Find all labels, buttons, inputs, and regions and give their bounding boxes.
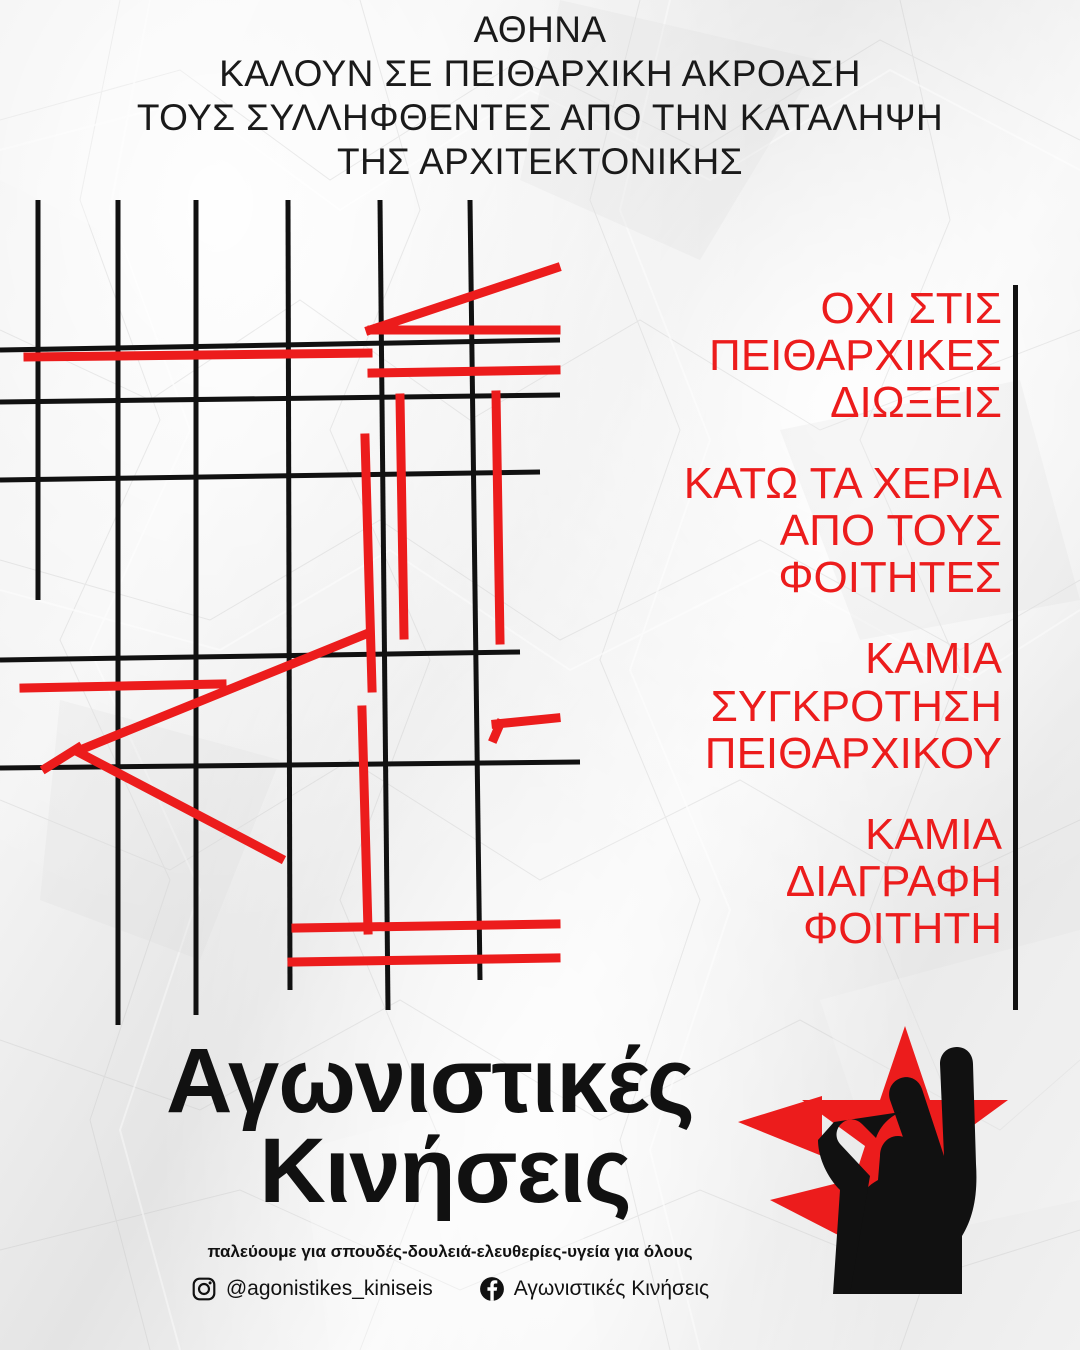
instagram-icon bbox=[191, 1276, 217, 1302]
slogan-4-line-2: ΔΙΑΓΡΑΦΗ bbox=[785, 856, 1002, 906]
social-facebook[interactable] bbox=[479, 1276, 709, 1302]
slogan-4-line-1: ΚΑΜΙΑ bbox=[865, 809, 1002, 859]
social-instagram[interactable] bbox=[191, 1276, 433, 1302]
facebook-handle: Αγωνιστικές Κινήσεις bbox=[513, 1277, 710, 1300]
headline-line-1: ΑΘΗΝΑ bbox=[473, 9, 607, 50]
social-links bbox=[150, 1276, 750, 1302]
instagram-handle: @agonistikes_kiniseis bbox=[225, 1277, 433, 1300]
abstract-grid-artwork bbox=[0, 190, 640, 1050]
slogan-1-line-1: ΟΧΙ ΣΤΙΣ bbox=[820, 284, 1002, 333]
raised-fist-star-logo bbox=[730, 1004, 1020, 1294]
brand-name bbox=[150, 1030, 740, 1223]
slogan-1-line-2: ΠΕΙΘΑΡΧΙΚΕΣ bbox=[709, 331, 1002, 381]
slogan-list bbox=[602, 285, 1002, 952]
brand-name-line-1: Αγωνιστικές bbox=[166, 1030, 694, 1132]
slogan-block-3 bbox=[602, 635, 1002, 776]
headline-line-3: ΤΟΥΣ ΣΥΛΛΗΦΘΕΝΤΕΣ ΑΠΟ ΤΗΝ ΚΑΤΑΛΗΨΗ bbox=[136, 97, 944, 139]
slogan-block-2 bbox=[602, 460, 1002, 601]
slogan-4-line-3: ΦΟΙΤΗΤΗ bbox=[803, 903, 1002, 953]
slogan-2-line-1: ΚΑΤΩ ΤΑ ΧΕΡΙΑ bbox=[683, 459, 1002, 509]
brand-tagline: παλεύουμε για σπουδές-δουλειά-ελευθερίες-υγεία για όλους bbox=[207, 1242, 693, 1261]
slogan-2-line-2: ΑΠΟ ΤΟΥΣ bbox=[779, 506, 1002, 556]
slogan-block-4 bbox=[602, 811, 1002, 952]
page-title bbox=[0, 8, 1080, 184]
slogan-3-line-3: ΠΕΙΘΑΡΧΙΚΟΥ bbox=[704, 728, 1002, 778]
slogan-3-line-1: ΚΑΜΙΑ bbox=[865, 634, 1002, 684]
headline-line-2: ΚΑΛΟΥΝ ΣΕ ΠΕΙΘΑΡΧΙΚΗ ΑΚΡΟΑΣΗ bbox=[219, 53, 861, 95]
vertical-divider bbox=[1013, 285, 1018, 1010]
slogan-2-line-3: ΦΟΙΤΗΤΕΣ bbox=[778, 553, 1002, 603]
slogan-block-1 bbox=[602, 285, 1002, 426]
brand-name-line-2: Κινήσεις bbox=[259, 1120, 631, 1223]
headline-line-4: ΤΗΣ ΑΡΧΙΤΕΚΤΟΝΙΚΗΣ bbox=[337, 141, 743, 183]
slogan-1-line-3: ΔΙΩΞΕΙΣ bbox=[830, 378, 1002, 428]
brand-footer bbox=[0, 1024, 1080, 1300]
facebook-icon bbox=[479, 1276, 505, 1302]
slogan-3-line-2: ΣΥΓΚΡΟΤΗΣΗ bbox=[710, 681, 1002, 731]
